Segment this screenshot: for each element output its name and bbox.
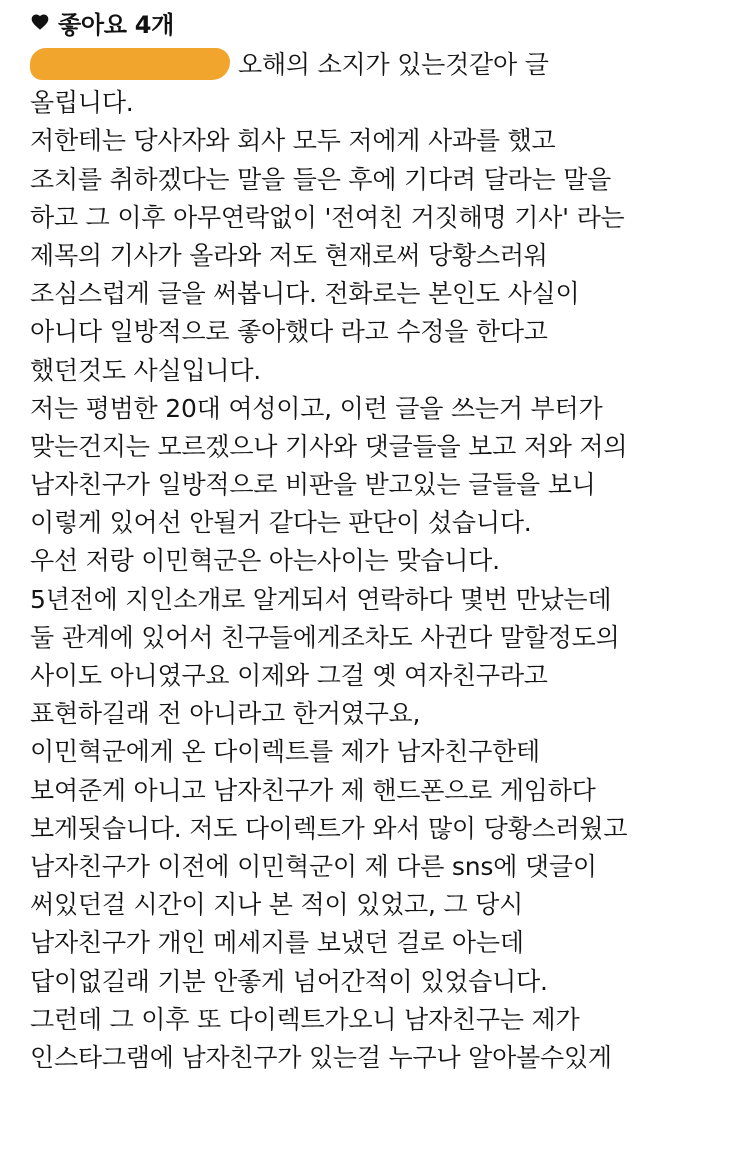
caption-line: 제목의 기사가 올라와 저도 현재로써 당황스러워 <box>30 240 548 270</box>
likes-row[interactable] <box>30 4 174 40</box>
caption-line: 이민혁군에게 온 다이렉트를 제가 남자친구한테 <box>30 737 540 767</box>
caption-line: 남자친구가 이전에 이민혁군이 제 다른 sns에 댓글이 <box>30 851 597 881</box>
caption-line: 그런데 그 이후 또 다이렉트가오니 남자친구는 제가 <box>30 1004 580 1034</box>
caption-line: 보게됫습니다. 저도 다이렉트가 와서 많이 당황스러웠고 <box>30 813 628 843</box>
heart-icon[interactable] <box>30 12 50 32</box>
caption-line: 맞는건지는 모르겠으나 기사와 댓글들을 보고 저와 저의 <box>30 431 628 461</box>
caption-line: 우선 저랑 이민혁군은 아는사이는 맞습니다. <box>30 546 500 576</box>
caption-line: 사이도 아니였구요 이제와 그걸 옛 여자친구라고 <box>30 661 548 690</box>
caption-line <box>30 46 735 84</box>
caption-line: 조심스럽게 글을 써봅니다. 전화로는 본인도 사실이 <box>30 279 580 309</box>
caption-line: 둘 관계에 있어서 친구들에게조차도 사귄다 말할정도의 <box>30 622 620 652</box>
caption-line: 저는 평범한 20대 여성이고, 이런 글을 쓰는거 부터가 <box>30 393 603 423</box>
redacted-username <box>30 48 230 80</box>
caption-line: 하고 그 이후 아무연락없이 '전여친 거짓해명 기사' 라는 <box>30 202 625 232</box>
caption-line: 남자친구가 개인 메세지를 보냈던 걸로 아는데 <box>30 928 524 958</box>
caption-line: 조치를 취하겠다는 말을 들은 후에 기다려 달라는 말을 <box>30 164 612 194</box>
caption-first-line-text: 오해의 소지가 있는것같아 글 <box>238 50 549 79</box>
caption-line: 저한테는 당사자와 회사 모두 저에게 사과를 했고 <box>30 126 556 156</box>
caption-line: 답이없길래 기분 안좋게 넘어간적이 있었습니다. <box>30 966 548 996</box>
likes-count[interactable]: 좋아요 4개 <box>58 10 174 39</box>
caption-line: 써있던걸 시간이 지나 본 적이 있었고, 그 당시 <box>30 890 524 920</box>
caption-line: 했던것도 사실입니다. <box>30 355 262 385</box>
caption-line: 아니다 일방적으로 좋아했다 라고 수정을 한다고 <box>30 317 548 347</box>
caption-line: 보여준게 아니고 남자친구가 제 핸드폰으로 게임하다 <box>30 775 596 805</box>
caption-line: 이렇게 있어선 안될거 같다는 판단이 섰습니다. <box>30 508 532 538</box>
caption-line: 표현하길래 전 아니라고 한거였구요, <box>30 699 421 729</box>
caption-line: 인스타그램에 남자친구가 있는걸 누구나 알아볼수있게 <box>30 1042 612 1072</box>
caption-line: 5년전에 지인소개로 알게되서 연락하다 몇번 만났는데 <box>30 584 612 614</box>
caption-line: 올립니다. <box>30 88 134 118</box>
caption-line: 남자친구가 일방적으로 비판을 받고있는 글들을 보니 <box>30 470 596 500</box>
post-caption <box>30 46 735 1077</box>
